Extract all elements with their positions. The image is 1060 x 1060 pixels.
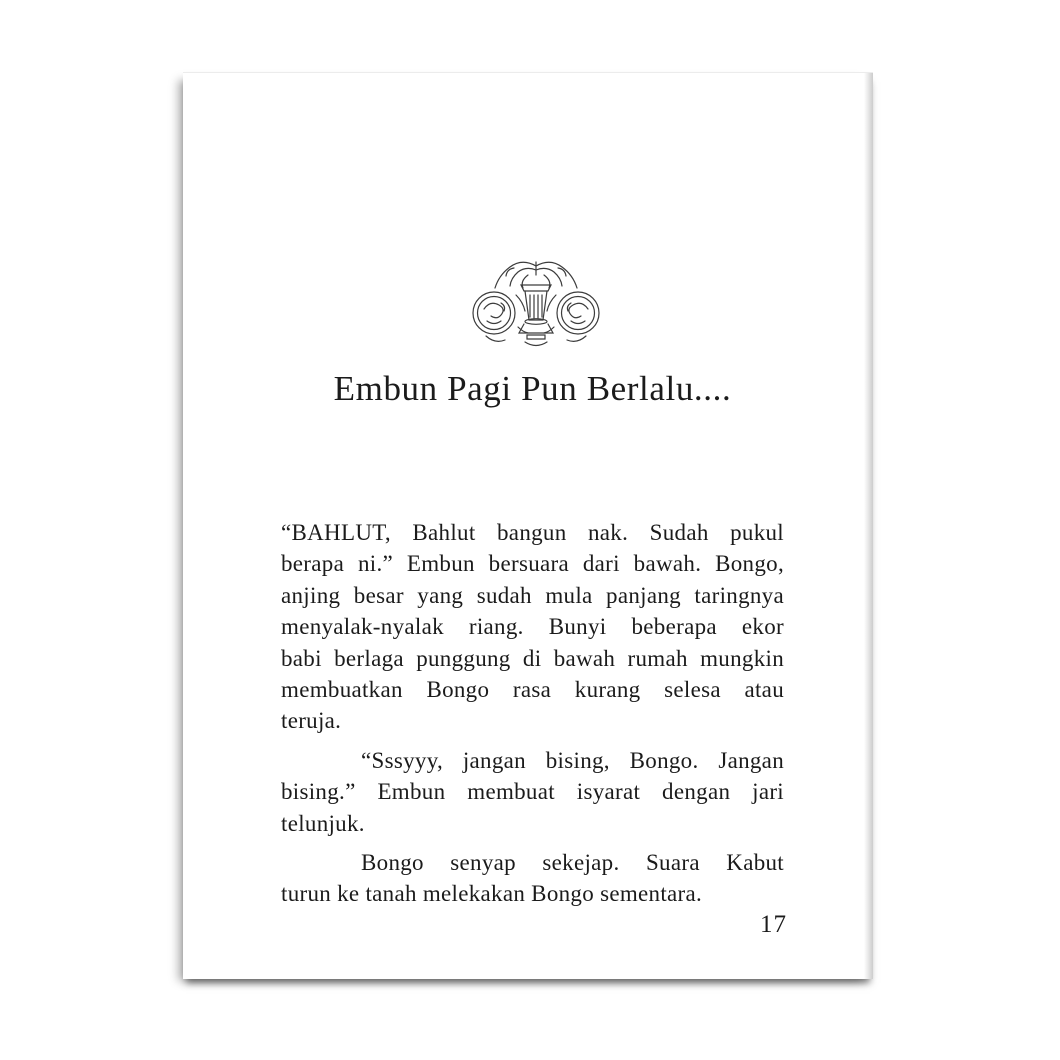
paragraph bbox=[281, 517, 784, 737]
body-line: Bongo senyap sekejap. Suara Kabut bbox=[361, 850, 784, 876]
body-line: “Sssyyy, jangan bising, Bongo. Jangan bbox=[361, 747, 784, 773]
body-line: turun ke tanah melekakan Bongo sementara. bbox=[281, 881, 703, 907]
paragraph bbox=[281, 847, 784, 910]
body-line: babi berlaga punggung di bawah rumah mungkin bbox=[281, 645, 784, 671]
chapter-title: Embun Pagi Pun Berlalu.... bbox=[333, 369, 732, 408]
paragraph bbox=[281, 745, 784, 839]
book-page bbox=[183, 72, 873, 979]
body-line: membuatkan Bongo rasa kurang selesa atau bbox=[281, 677, 784, 703]
body-line: “BAHLUT, Bahlut bangun nak. Sudah pukul bbox=[281, 520, 784, 545]
body-line: bising.” Embun membuat isyarat dengan jari bbox=[281, 779, 784, 805]
body-line: anjing besar yang sudah mula panjang taringnya bbox=[281, 582, 784, 608]
body-line: telunjuk. bbox=[281, 810, 365, 836]
floral-ornament-icon bbox=[468, 257, 604, 357]
page-number: 17 bbox=[760, 911, 787, 938]
body-line: teruja. bbox=[281, 708, 342, 734]
body-text bbox=[281, 517, 784, 910]
body-line: berapa ni.” Embun bersuara dari bawah. Bongo, bbox=[281, 551, 784, 577]
body-line: menyalak-nyalak riang. Bunyi beberapa ekor bbox=[281, 614, 784, 640]
